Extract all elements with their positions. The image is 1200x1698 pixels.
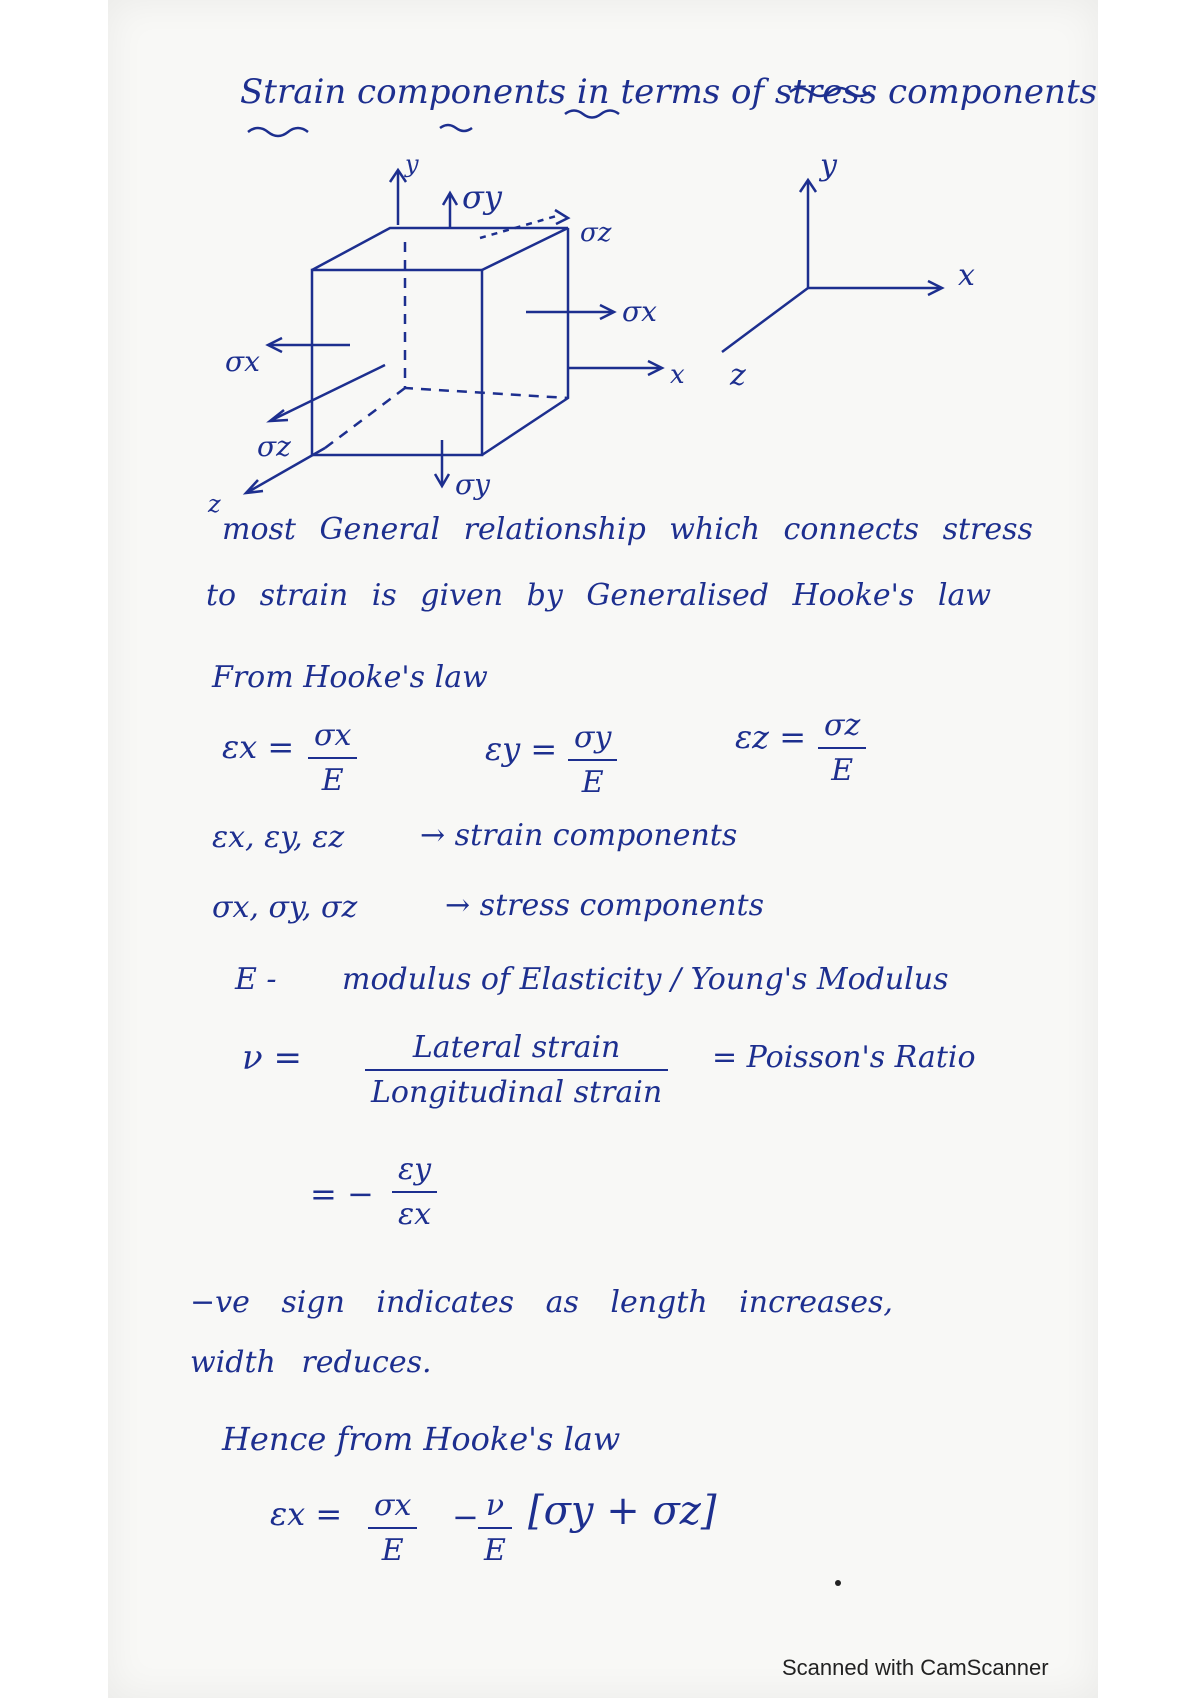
note-line-1: −ve sign indicates as length increases, [190,1285,893,1320]
poisson-denominator: Longitudinal strain [371,1075,663,1110]
fraction-bar [392,1191,437,1193]
sigma-y-top-label: σy [462,178,502,216]
ex-fraction [308,718,357,798]
fraction-bar [308,757,357,759]
fraction-bar [568,759,617,761]
x-axis-label: x [670,360,685,390]
poisson-numerator: Lateral strain [412,1030,621,1065]
E-description: modulus of Elasticity / Young's Modulus [342,962,949,997]
y-axis-label: y [405,150,419,178]
final-minus: − [452,1498,479,1536]
sigma-z-front-label: σz [257,430,291,463]
poisson-eq2-numerator: εy [398,1152,432,1187]
final-fraction-1 [368,1488,417,1568]
final-eq-lhs: εx = [270,1495,343,1533]
page-title: Strain components in terms of stress components [240,72,1098,112]
sigma-x-right-label: σx [622,295,657,328]
z-axis-label: z [208,490,221,518]
ey-numerator: σy [574,720,612,755]
ink-dot [835,1580,841,1586]
fraction-bar [368,1527,417,1529]
final-bracket-term: [σy + σz] [528,1488,717,1534]
note-line-2: width reduces. [190,1345,432,1380]
final-fraction-2 [478,1488,512,1568]
hence-line: Hence from Hooke's law [222,1420,621,1458]
ey-denominator: E [581,765,604,800]
ey-fraction [568,720,617,800]
stress-description: → stress components [445,888,764,923]
sigma-x-left-label: σx [225,345,260,378]
poisson-eq2-fraction [392,1152,437,1232]
ey-lhs: εy = [485,730,558,768]
ez-fraction [818,708,866,788]
poisson-rhs: = Poisson's Ratio [712,1040,976,1075]
sigma-y-bottom-label: σy [455,468,490,501]
strain-description: → strain components [420,818,738,853]
hooke-heading: From Hooke's law [212,660,488,695]
ex-numerator: σx [314,718,352,753]
right-x-axis-label: x [958,258,975,293]
ez-numerator: σz [824,708,861,743]
right-y-axis-label: y [820,148,837,183]
poisson-lhs: ν = [242,1038,302,1078]
fraction-bar [365,1069,668,1071]
strain-symbols: εx, εy, εz [212,820,345,855]
final-numerator-2: ν [485,1488,505,1523]
poisson-eq2-denominator: εx [398,1197,432,1232]
right-z-axis-label: z [730,358,746,393]
paragraph-line-1: most General relationship which connects stress [222,512,1033,547]
final-denominator-1: E [381,1533,404,1568]
poisson-eq2-lhs: = − [310,1175,374,1213]
ex-denominator: E [321,763,344,798]
ez-lhs: εz = [735,718,807,756]
final-denominator-2: E [484,1533,506,1568]
ez-denominator: E [831,753,854,788]
fraction-bar [818,747,866,749]
ex-lhs: εx = [222,728,295,766]
E-symbol: E - [235,962,277,997]
final-numerator-1: σx [374,1488,412,1523]
sigma-z-back-label: σz [580,218,612,248]
paragraph-line-2: to strain is given by Generalised Hooke's law [206,578,992,613]
scanner-watermark: Scanned with CamScanner [782,1655,1049,1680]
fraction-bar [478,1527,512,1529]
poisson-fraction [365,1030,668,1110]
stress-symbols: σx, σy, σz [212,890,358,925]
